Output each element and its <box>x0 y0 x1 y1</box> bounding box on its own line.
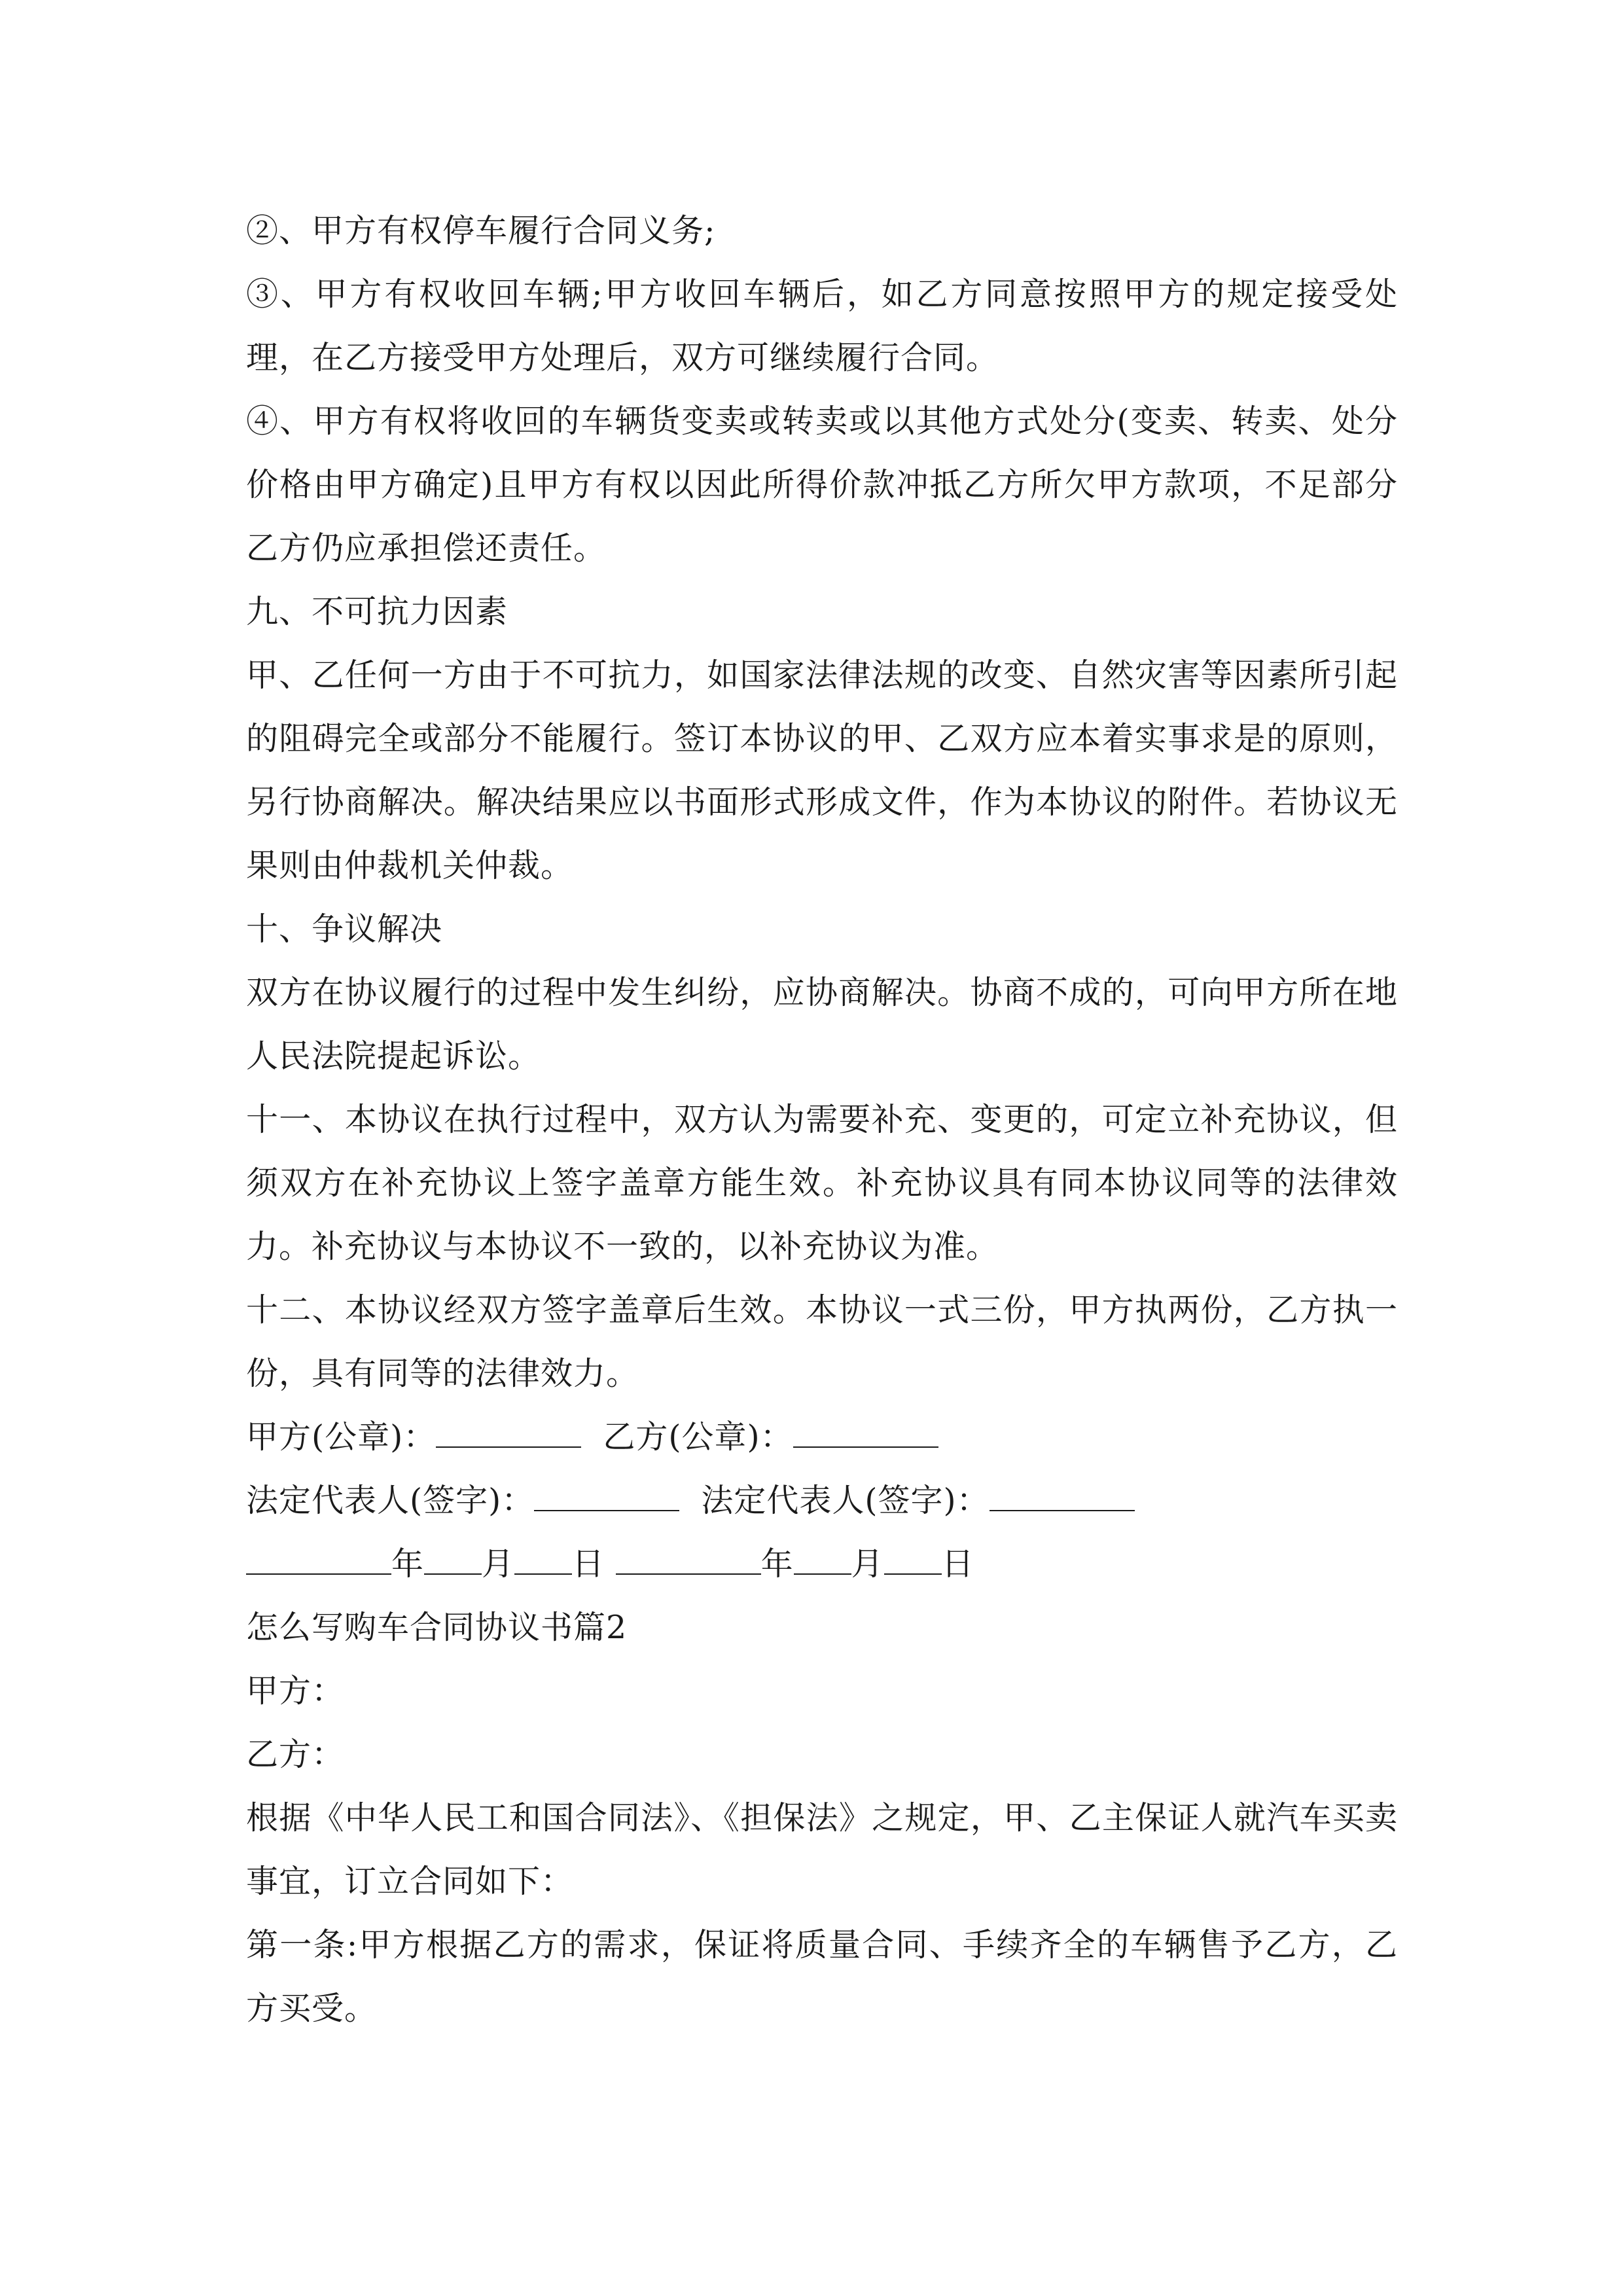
date-a-month-blank <box>424 1547 482 1575</box>
party-b-seal-label: 乙方(公章)： <box>603 1418 793 1456</box>
date-b-month-blank <box>794 1547 851 1575</box>
date-a-year-label: 年 <box>391 1545 425 1583</box>
date-b-year-label: 年 <box>760 1545 794 1583</box>
section-heading-force-majeure: 九、不可抗力因素 <box>246 593 508 630</box>
document-body <box>246 199 1398 2040</box>
rep-a-blank <box>534 1484 679 1511</box>
date-line <box>246 1532 1398 1596</box>
date-a-day-label: 日 <box>572 1545 605 1583</box>
section2-party-a: 甲方： <box>246 1672 345 1710</box>
party-a-seal-label: 甲方(公章)： <box>246 1418 437 1456</box>
date-b-month-label: 月 <box>851 1545 884 1583</box>
rep-b-label: 法定代表人(签字)： <box>701 1482 990 1519</box>
party-b-seal-blank <box>793 1420 938 1448</box>
clause-item-3: ③、甲方有权收回车辆;甲方收回车辆后，如乙方同意按照甲方的规定接受处理，在乙方接受甲方处理后，双方可继续履行合同。 <box>246 276 1398 376</box>
rep-b-blank <box>990 1484 1135 1511</box>
clause-twelve: 十二、本协议经双方签字盖章后生效。本协议一式三份，甲方执两份，乙方执一份，具有同等的法律效力。 <box>246 1291 1398 1392</box>
date-b-day-blank <box>884 1547 942 1575</box>
section2-heading: 怎么写购车合同协议书篇2 <box>246 1609 628 1646</box>
section2-preamble: 根据《中华人民工和国合同法》、《担保法》之规定，甲、乙主保证人就汽车买卖事宜，订立合同如下： <box>246 1799 1398 1900</box>
rep-a-label: 法定代表人(签字)： <box>246 1482 535 1519</box>
date-b-year-blank <box>616 1547 761 1575</box>
seal-line <box>246 1405 1398 1469</box>
representative-line <box>246 1469 1398 1532</box>
dispute-text: 双方在协议履行的过程中发生纠纷，应协商解决。协商不成的，可向甲方所在地人民法院提起诉讼。 <box>246 974 1398 1075</box>
date-b-day-label: 日 <box>941 1545 974 1583</box>
section2-article-one: 第一条:甲方根据乙方的需求，保证将质量合同、手续齐全的车辆售予乙方，乙方买受。 <box>246 1926 1398 2027</box>
clause-item-4: ④、甲方有权将收回的车辆货变卖或转卖或以其他方式处分(变卖、转卖、处分价格由甲方确定)且甲方有权以因此所得价款冲抵乙方所欠甲方款项，不足部分乙方仍应承担偿还责任。 <box>246 403 1398 567</box>
date-a-month-label: 月 <box>482 1545 515 1583</box>
party-a-seal-blank <box>436 1420 581 1448</box>
section2-party-b: 乙方： <box>246 1736 345 1773</box>
date-a-year-blank <box>246 1547 391 1575</box>
force-majeure-text: 甲、乙任何一方由于不可抗力，如国家法律法规的改变、自然灾害等因素所引起的阻碍完全或部分不能履行。签订本协议的甲、乙双方应本着实事求是的原则，另行协商解决。解决结果应以书面形式形成文件，作为本协议的附件。若协议无果则由仲裁机关仲裁。 <box>246 656 1398 884</box>
clause-eleven: 十一、本协议在执行过程中，双方认为需要补充、变更的，可定立补充协议，但须双方在补充协议上签字盖章方能生效。补充协议具有同本协议同等的法律效力。补充协议与本协议不一致的，以补充协议为准。 <box>246 1101 1398 1265</box>
date-a-day-blank <box>514 1547 572 1575</box>
section-heading-dispute: 十、争议解决 <box>246 910 443 948</box>
clause-item-2: ②、甲方有权停车履行合同义务; <box>246 212 716 249</box>
